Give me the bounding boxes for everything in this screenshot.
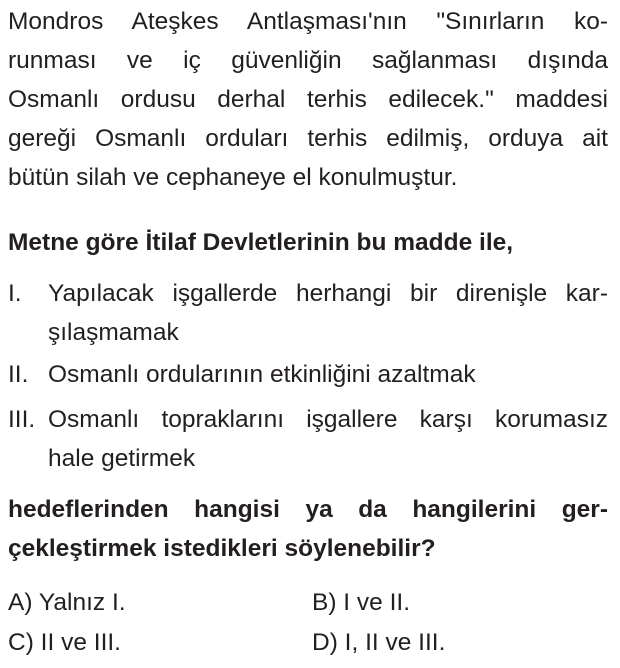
option-c[interactable]: C) II ve III. bbox=[8, 629, 121, 656]
item-i bbox=[8, 276, 608, 312]
option-a[interactable]: A) Yalnız I. bbox=[8, 589, 126, 616]
passage-line-3: Osmanlı ordusu derhal terhis edilecek." maddesi bbox=[8, 86, 608, 113]
passage-line-5: bütün silah ve cephaneye el konulmuştur. bbox=[8, 164, 458, 191]
passage-line-1: Mondros Ateşkes Antlaşması'nın "Sınırların ko- bbox=[8, 8, 608, 35]
question-stem: Metne göre İtilaf Devletlerinin bu madde ile, bbox=[8, 229, 514, 256]
item-iii-line-2: hale getirmek bbox=[48, 445, 196, 472]
item-iii bbox=[8, 402, 608, 438]
item-i-cont bbox=[8, 315, 608, 351]
passage-line-2: runması ve iç güvenliğin sağlanması dışında bbox=[8, 47, 608, 74]
item-iii-cont bbox=[8, 441, 608, 477]
item-iii-line-1: Osmanlı topraklarını işgallere karşı korumasız bbox=[48, 406, 608, 433]
option-d[interactable]: D) I, II ve III. bbox=[312, 629, 446, 656]
item-ii-line-1: Osmanlı ordularının etkinliğini azaltmak bbox=[48, 361, 476, 388]
item-ii bbox=[8, 357, 608, 393]
item-iii-numeral: III. bbox=[8, 406, 36, 433]
passage-line-4: gereği Osmanlı orduları terhis edilmiş, orduya ait bbox=[8, 125, 608, 152]
question-end-line-1: hedeflerinden hangisi ya da hangilerini ger- bbox=[8, 496, 608, 523]
question-end-line-2: çekleştirmek istedikleri söylenebilir? bbox=[8, 535, 436, 562]
item-i-line-2: şılaşmamak bbox=[48, 319, 179, 346]
item-i-numeral: I. bbox=[8, 280, 22, 307]
item-ii-numeral: II. bbox=[8, 361, 29, 388]
item-i-line-1: Yapılacak işgallerde herhangi bir direnişle kar- bbox=[48, 280, 608, 307]
option-b[interactable]: B) I ve II. bbox=[312, 589, 411, 616]
